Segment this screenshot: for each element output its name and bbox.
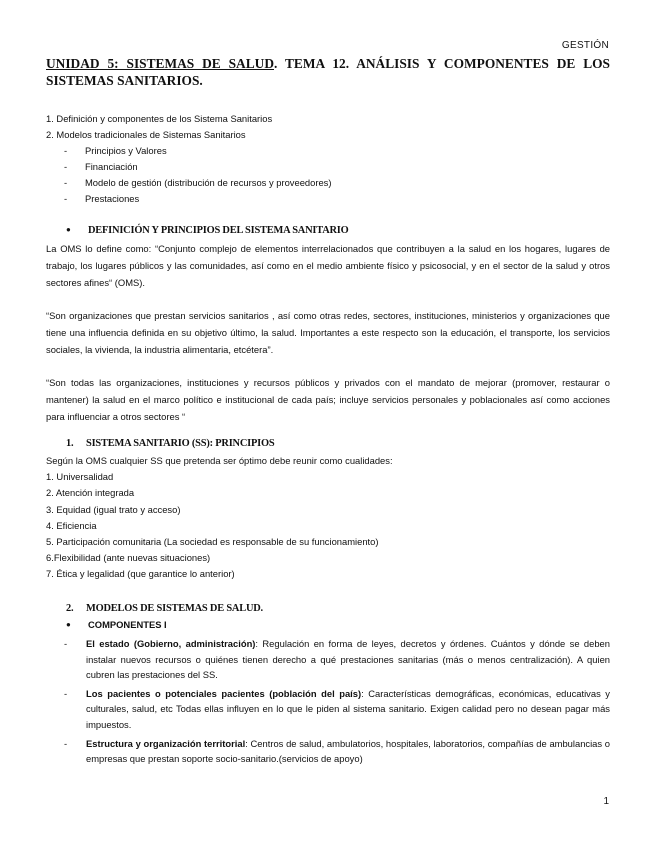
principles-list — [46, 453, 610, 583]
component-item: - Estructura y organización territorial: Centros de salud, ambulatorios, hospitales, laboratorios, compañías de ambulancias o empresas que prestan soporte socio-sanitario.(servicios de apoyo) — [64, 737, 610, 765]
toc-subitem: - Modelo de gestión (distribución de recursos y proveedores) — [64, 177, 332, 188]
unit-title: UNIDAD 5: SISTEMAS DE SALUD — [46, 56, 274, 71]
bullet-icon: ● — [66, 620, 71, 629]
section-heading-principles: 1. SISTEMA SANITARIO (SS): PRINCIPIOS — [66, 438, 275, 449]
bullet-icon: ● — [66, 225, 71, 234]
list-item: 2. Atención integrada — [46, 487, 135, 499]
section-heading-definition: ● DEFINICIÓN Y PRINCIPIOS DEL SISTEMA SANITARIO — [66, 225, 349, 236]
toc-item: 2. Modelos tradicionales de Sistemas Sanitarios — [46, 129, 246, 140]
paragraph-institutions: “Son todas las organizaciones, instituciones y recursos públicos y privados con el mandato de mejorar (promover, restaurar o mantener) la salud en el marco político e institucional de cada país; incluye servicios personales y poblacionales así como acciones para influenciar a otros sectores “ — [46, 377, 610, 422]
list-item: 6.Flexibilidad (ante nuevas situaciones) — [46, 552, 211, 564]
table-of-contents — [46, 111, 610, 207]
list-item: 1. Universalidad — [46, 471, 114, 483]
components-subheading: ● COMPONENTES I — [66, 619, 167, 630]
toc-subitem: - Prestaciones — [64, 193, 140, 204]
toc-subitem: - Financiación — [64, 161, 138, 172]
list-item: 3. Equidad (igual trato y acceso) — [46, 503, 181, 515]
principles-intro: Según la OMS cualquier SS que pretenda ser óptimo debe reunir como cualidades: — [46, 455, 393, 466]
toc-subitem: - Principios y Valores — [64, 145, 167, 156]
toc-item: 1. Definición y componentes de los Sistema Sanitarios — [46, 113, 273, 124]
page-number: 1 — [603, 796, 609, 807]
list-item: 5. Participación comunitaria (La sociedad es responsable de su funcionamiento) — [46, 536, 379, 548]
paragraph-oms-definition: La OMS lo define como: “Conjunto complejo de elementos interrelacionados que contribuyen a la salud en los hogares, lugares de trabajo, los lugares públicos y las comunidades, así como en el medio ambiente físico y psicosocial, y en el sector de la salud y otros sectores afines“ (OMS). — [46, 243, 610, 288]
topic-title: . TEMA 12. ANÁLISIS Y COMPONENTES DE LOS SISTEMAS SANITARIOS. — [46, 56, 610, 88]
list-item: 7. Ética y legalidad (que garantice lo anterior) — [46, 568, 235, 580]
paragraph-organizations: “Son organizaciones que prestan servicios sanitarios , así como otras redes, sectores, instituciones, ministerios y organizaciones que tiene una influencia definida en su objetivo último, la salud. Importantes a este respecto son la educación, el transporte, los servicios sociales, la vivienda, la industria alimentaria, etcétera”. — [46, 310, 610, 355]
component-item: - Los pacientes o potenciales pacientes (población del país): Características demográficas, económicas, educativas y culturales, salud, etc Todas ellas influyen en lo que le piden al sistema sanitario. Exigen calidad pero no desean pagar más impuestos. — [64, 687, 610, 730]
header-section-label: GESTIÓN — [561, 40, 609, 51]
document-title — [46, 55, 610, 89]
components-list — [64, 636, 610, 770]
section-heading-models: 2. MODELOS DE SISTEMAS DE SALUD. — [66, 603, 263, 614]
component-item: - El estado (Gobierno, administración): Regulación en forma de leyes, decretos y órdenes. Cuántos y dónde se deben instalar nuevos recursos o quiénes tienen derecho a qué prestaciones sanitarias (más o menos centralización). A quien cubren las prestaciones del SS. — [64, 638, 610, 681]
list-item: 4. Eficiencia — [46, 519, 97, 531]
